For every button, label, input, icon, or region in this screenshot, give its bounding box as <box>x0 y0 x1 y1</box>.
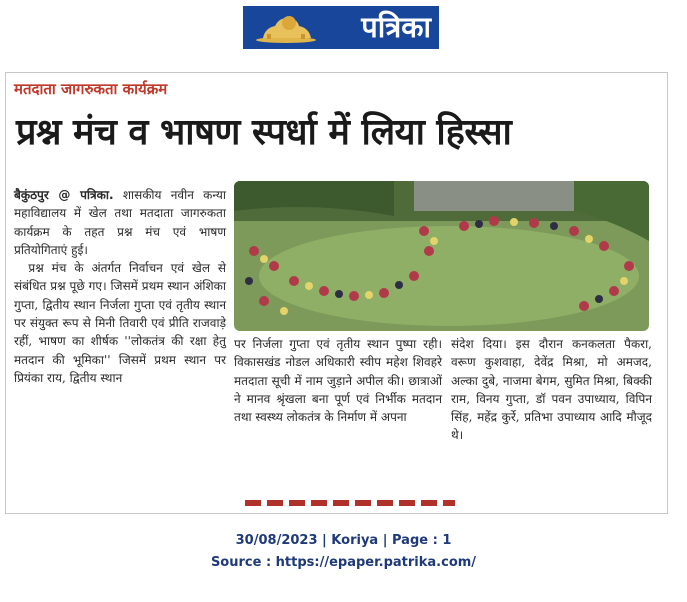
edition-info: 30/08/2023 | Koriya | Page : 1 <box>235 533 452 548</box>
article-column-2: पर निर्जला गुप्ता एवं तृतीय स्थान पुष्पा रही। विकासखंड नोडल अधिकारी स्वीप महेश शिवहरे मतदाता सूची में नाम जुड़ाने अपील की। छात्राओं ने मानव श्रृंखला बना पूर्ण एवं निर्भीक मतदान तथा स्वस्थ्य लोकतंत्र के निर्माण में अपना <box>234 337 442 425</box>
article-paragraph: प्रश्न मंच के अंतर्गत निर्वाचन एवं खेल से संबंधित प्रश्न पूछे गए। जिसमें प्रथम स्थान अंशिका गुप्ता, द्वितीय स्थान निर्जला गुप्ता एवं तृतीय स्थान पर संयुक्त रूप से मिनी तिवारी एवं प्रीति राजवाड़े रहीं, भाषण का शीर्षक ''लोकतंत्र की रक्षा हेतु मतदान की भूमिका'' जिसमें प्रथम स्थान पर प्रियंका राय, द्वितीय स्थान <box>14 261 226 385</box>
source-info: Source : https://epaper.patrika.com/ <box>210 555 477 570</box>
masthead <box>243 6 439 49</box>
byline: बैकुंठपुर @ पत्रिका. <box>14 188 114 202</box>
cropped-text-strip <box>245 500 455 506</box>
headline: प्रश्न मंच व भाषण स्पर्धा में लिया हिस्सा <box>16 112 512 153</box>
article-column-3: संदेश दिया। इस दौरान कनकलता पैकरा, वरूण कुशवाहा, देवेंद्र मिश्रा, मो अमजद, अल्का दुबे, नाजमा बेगम, सुमित मिश्रा, बिक्की राम, विनय गुप्ता, डॉ पवन उपाध्याय, विपिन सिंह, महेंद्र कुर्रे, प्रतिभा उपाध्याय आदि मौजूद थे। <box>451 337 652 443</box>
article-photo <box>234 181 649 331</box>
kicker: मतदाता जागरुकता कार्यक्रम <box>14 80 168 98</box>
article-paragraph: शासकीय नवीन कन्या महाविद्यालय में खेल तथा मतदाता जागरुकता कार्यक्रम के तहत प्रश्न मंच एवं भाषण प्रतियोगिताएं हुई। <box>14 188 226 257</box>
article-column-1 <box>14 186 226 387</box>
lion-icon <box>253 10 319 44</box>
brand-name: पत्रिका <box>361 10 431 44</box>
